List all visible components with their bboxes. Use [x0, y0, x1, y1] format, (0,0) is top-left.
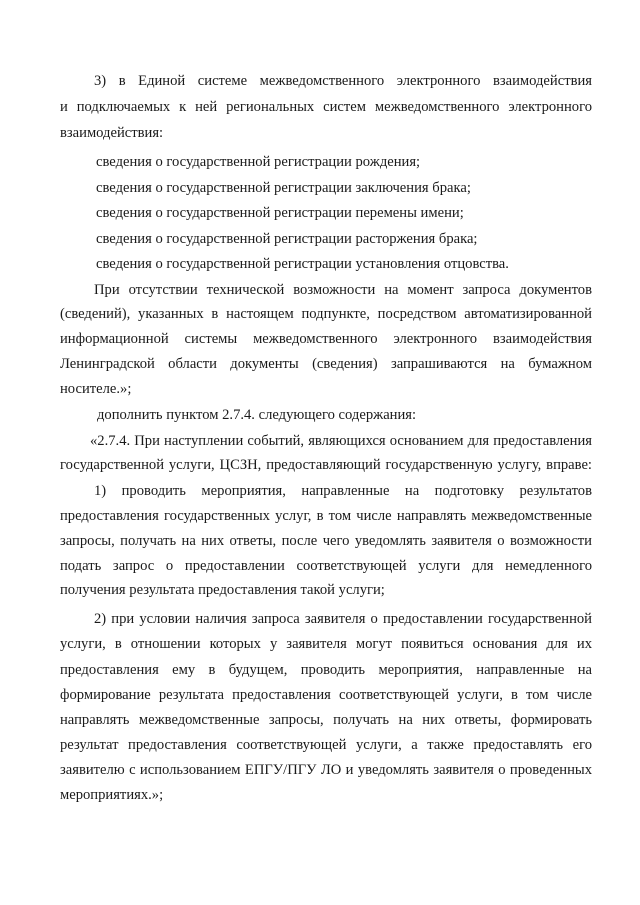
list-item: сведения о государственной регистрации рождения; — [96, 154, 421, 170]
text-line: При отсутствии технической возможности на момент запроса документов — [94, 282, 592, 298]
text-line: дополнить пунктом 2.7.4. следующего содержания: — [97, 407, 417, 423]
text-line: 2) при условии наличия запроса заявителя о предоставлении государственной — [94, 611, 592, 627]
list-item: сведения о государственной регистрации перемены имени; — [96, 205, 464, 221]
text-line: предоставления государственных услуг, в том числе направлять межведомственные — [60, 508, 592, 524]
text-line: «2.7.4. При наступлении событий, являющихся основанием для предоставления — [90, 433, 592, 449]
text-line: взаимодействия: — [60, 125, 164, 141]
text-line: заявителю с использованием ЕПГУ/ПГУ ЛО и уведомлять заявителя о проведенных — [60, 762, 592, 778]
text-line: носителе.»; — [60, 381, 132, 397]
text-line: запросы, получать на них ответы, после чего уведомлять заявителя о возможности — [60, 533, 592, 549]
text-line: мероприятиях.»; — [60, 787, 164, 803]
list-item: сведения о государственной регистрации заключения брака; — [96, 180, 471, 196]
text-line: предоставления ему в будущем, проводить мероприятия, направленные на — [60, 662, 592, 678]
list-item: сведения о государственной регистрации установления отцовства. — [96, 256, 509, 272]
text-line: формирование результата предоставления соответствующей услуги, в том числе — [60, 687, 592, 703]
text-line: информационной системы межведомственного электронного взаимодействия — [60, 331, 592, 347]
text-line: услуги, в отношении которых у заявителя могут появиться основания для их — [60, 636, 592, 652]
text-line: 1) проводить мероприятия, направленные на подготовку результатов — [94, 483, 592, 499]
text-line: получения результата предоставления такой услуги; — [60, 582, 385, 598]
text-line: 3) в Единой системе межведомственного электронного взаимодействия — [94, 73, 592, 89]
list-item: сведения о государственной регистрации расторжения брака; — [96, 231, 478, 247]
text-line: (сведений), указанных в настоящем подпункте, посредством автоматизированной — [60, 306, 592, 322]
text-line: и подключаемых к ней региональных систем межведомственного электронного — [60, 99, 592, 115]
text-line: направлять межведомственные запросы, получать на них ответы, формировать — [60, 712, 592, 728]
text-line: подать запрос о предоставлении соответствующей услуги для немедленного — [60, 558, 592, 574]
text-line: результат предоставления соответствующей услуги, а также предоставлять его — [60, 737, 592, 753]
text-line: государственной услуги, ЦСЗН, предоставляющий государственную услугу, вправе: — [60, 457, 592, 473]
text-line: Ленинградской области документы (сведения) запрашиваются на бумажном — [60, 356, 592, 372]
